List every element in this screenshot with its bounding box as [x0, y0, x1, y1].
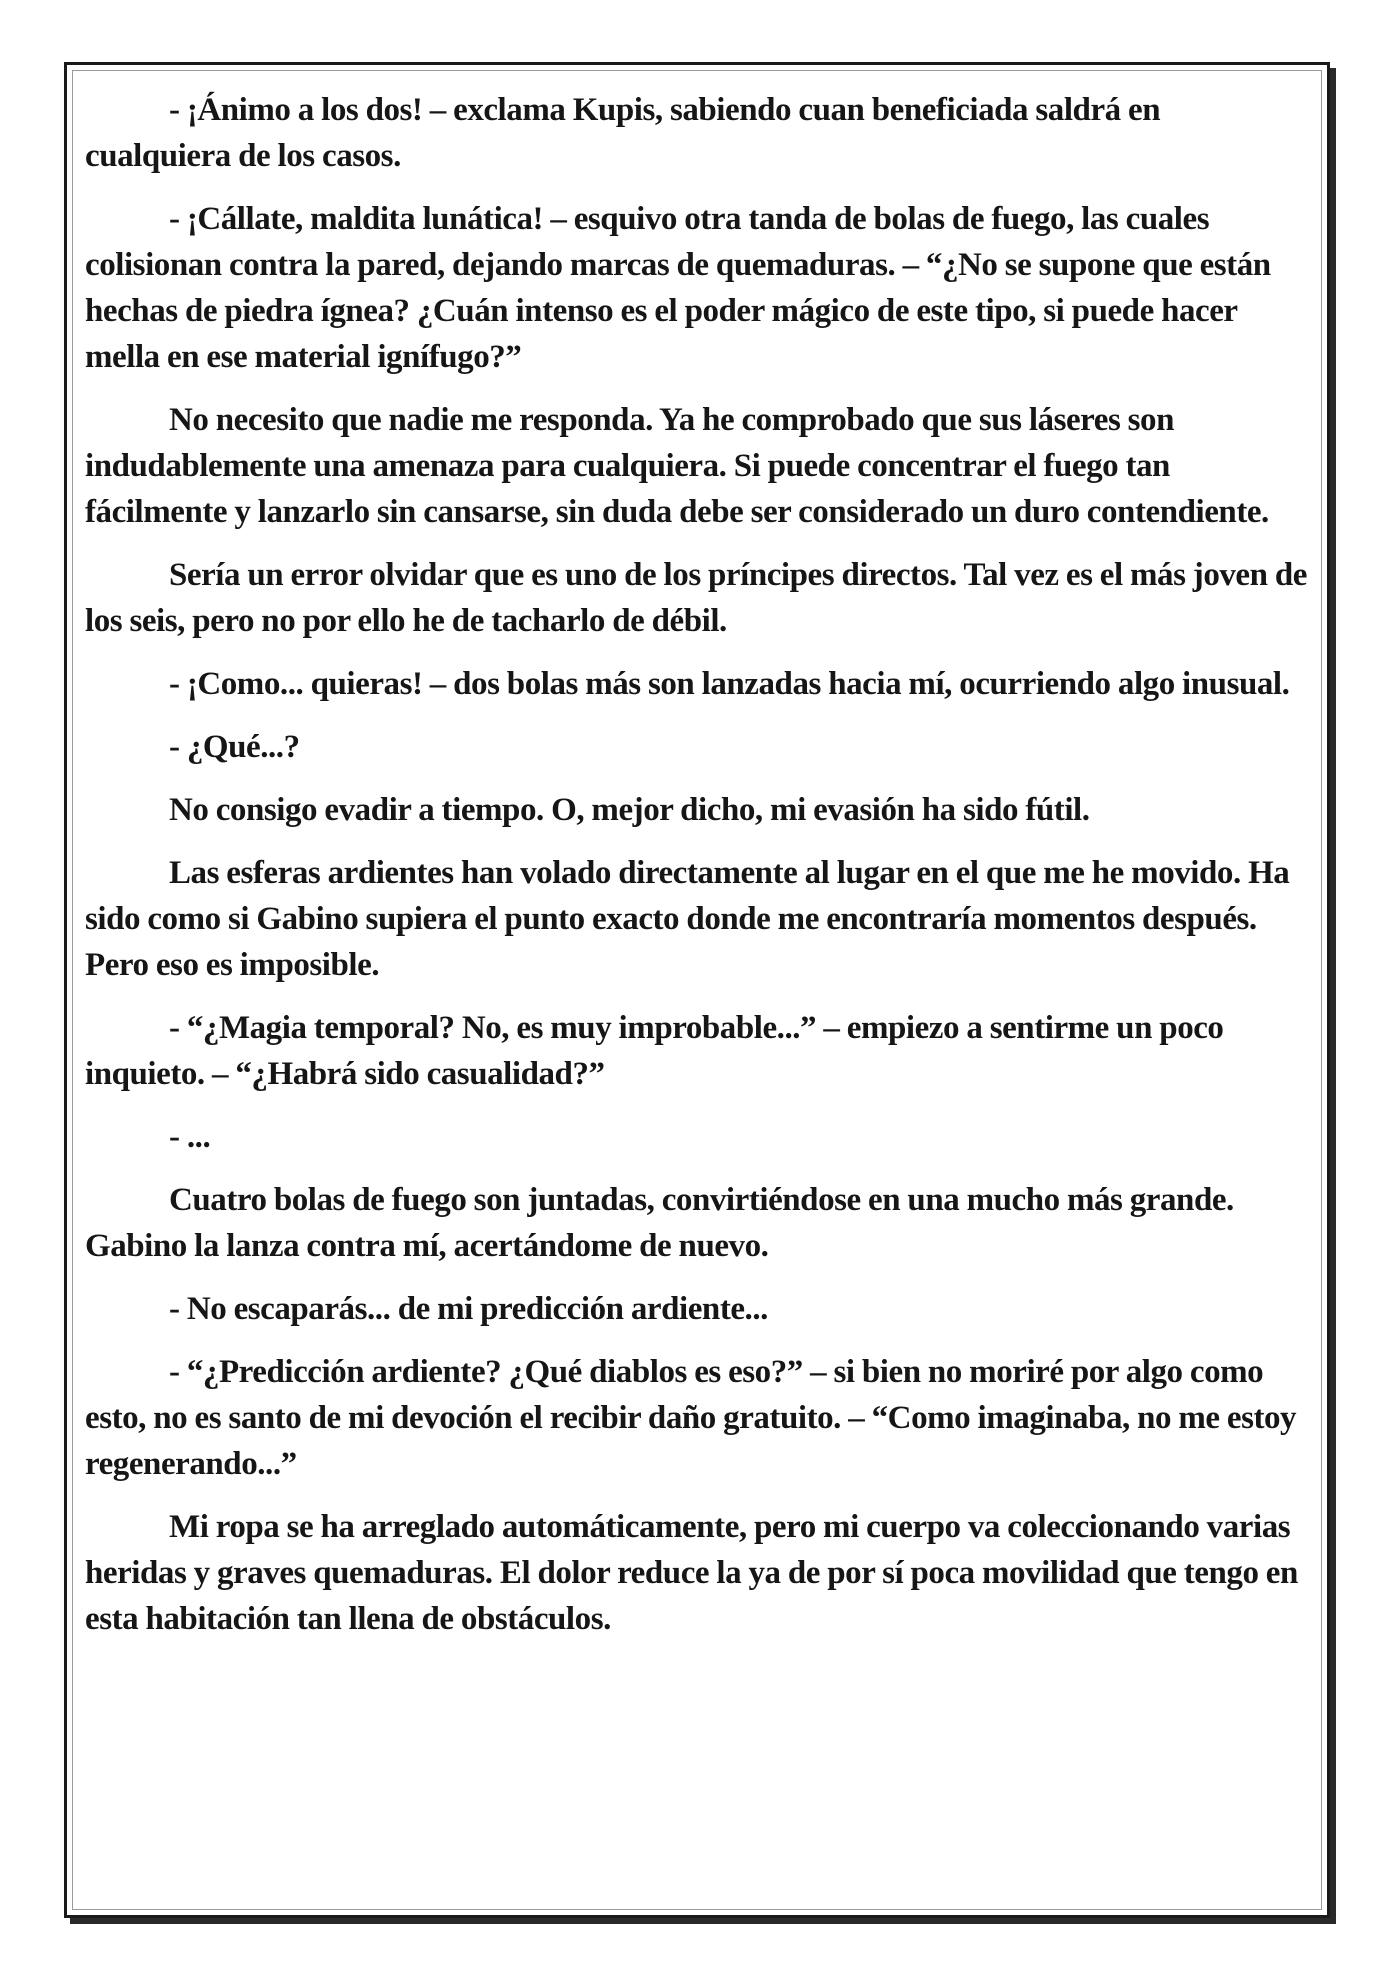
paragraph: No consigo evadir a tiempo. O, mejor dicho, mi evasión ha sido fútil.: [169, 792, 1090, 828]
document-body: [85, 87, 1311, 1659]
paragraph: - ¿Qué...?: [169, 729, 300, 765]
paragraph: No necesito que nadie me responda. Ya he comprobado que sus láseres son indudablemente una amenaza para cualquiera. Si puede concentrar el fuego tan fácilmente y lanzarlo sin cansarse, sin duda debe ser considerado un duro contendiente.: [85, 402, 1269, 530]
paragraph: - ¡Como... quieras! – dos bolas más son lanzadas hacia mí, ocurriendo algo inusual.: [169, 666, 1290, 702]
paragraph: - ¡Ánimo a los dos! – exclama Kupis, sabiendo cuan beneficiada saldrá en cualquiera de los casos.: [85, 92, 1161, 174]
page-frame: [64, 62, 1330, 1918]
paragraph: Las esferas ardientes han volado directamente al lugar en el que me he movido. Ha sido como si Gabino supiera el punto exacto donde me encontraría momentos después. Pero eso es imposible.: [85, 855, 1290, 983]
paragraph: Sería un error olvidar que es uno de los príncipes directos. Tal vez es el más joven de los seis, pero no por ello he de tacharlo de débil.: [85, 557, 1307, 639]
paragraph: Mi ropa se ha arreglado automáticamente, pero mi cuerpo va coleccionando varias heridas y graves quemaduras. El dolor reduce la ya de por sí poca movilidad que tengo en esta habitación tan llena de obstáculos.: [85, 1509, 1298, 1637]
paragraph: - No escaparás... de mi predicción ardiente...: [169, 1291, 768, 1327]
paragraph: - ¡Cállate, maldita lunática! – esquivo otra tanda de bolas de fuego, las cuales colisionan contra la pared, dejando marcas de quemaduras. – “¿No se supone que están hechas de piedra ígnea? ¿Cuán intenso es el poder mágico de este tipo, si puede hacer mella en ese material ignífugo?”: [85, 201, 1271, 375]
paragraph: Cuatro bolas de fuego son juntadas, convirtiéndose en una mucho más grande. Gabino la lanza contra mí, acertándome de nuevo.: [85, 1182, 1234, 1264]
paragraph: - “¿Magia temporal? No, es muy improbable...” – empiezo a sentirme un poco inquieto. – “¿Habrá sido casualidad?”: [85, 1010, 1224, 1092]
paragraph: - “¿Predicción ardiente? ¿Qué diablos es eso?” – si bien no moriré por algo como esto, no es santo de mi devoción el recibir daño gratuito. – “Como imaginaba, no me estoy regenerando...”: [85, 1354, 1297, 1482]
paragraph: - ...: [169, 1119, 211, 1155]
